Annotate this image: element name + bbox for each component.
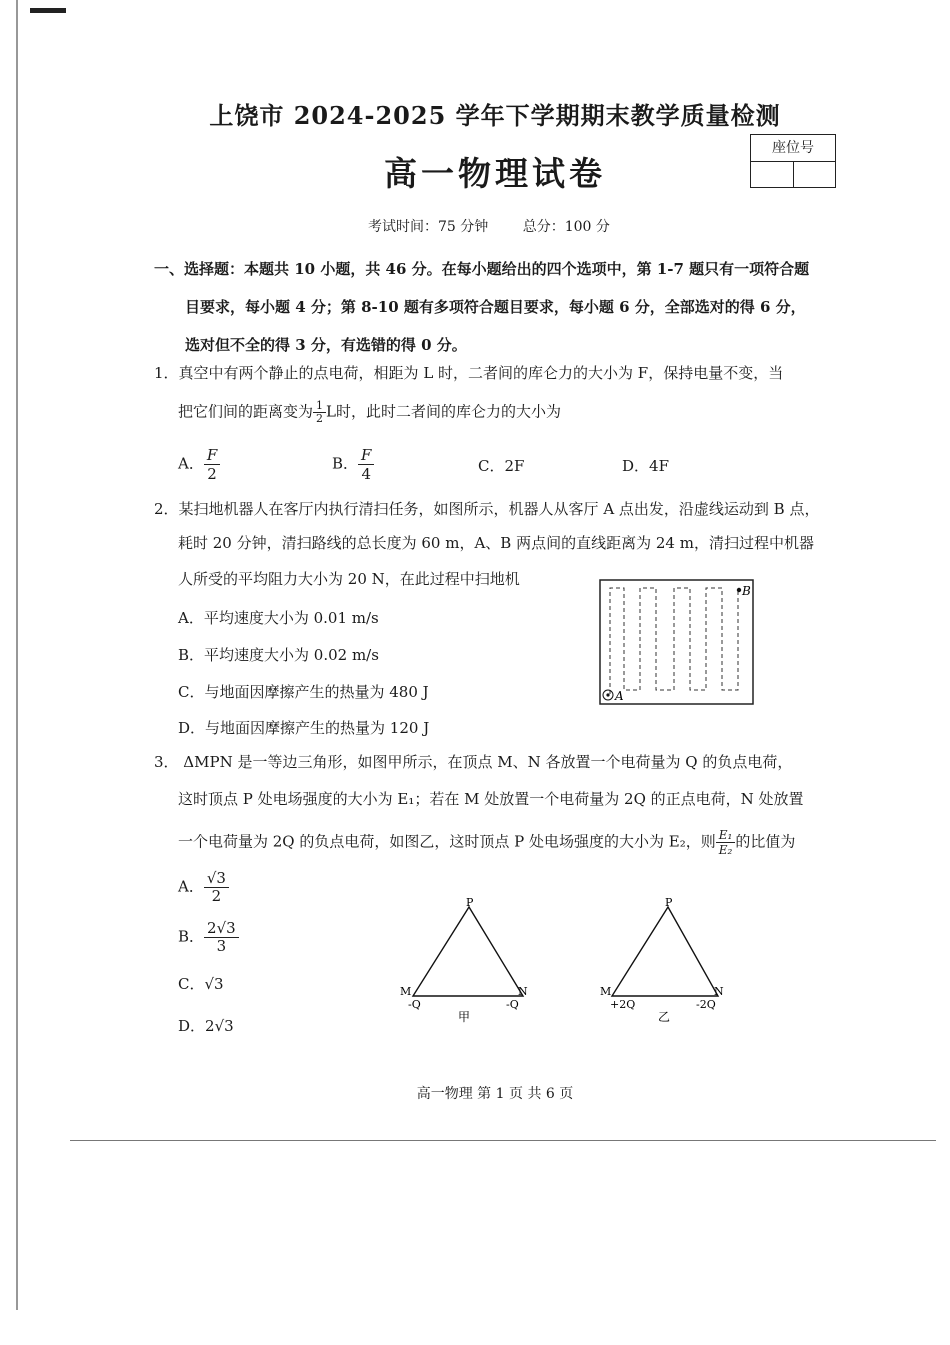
point-b-label: B [742, 584, 751, 598]
page-footer: 高一物理 第 1 页 共 6 页 [416, 1086, 574, 1102]
q2-option-d[interactable]: D．与地面因摩擦产生的热量为 120 J [178, 719, 430, 737]
exam-time: 考试时间：75 分钟 [368, 219, 489, 235]
charge-n-label: -2Q [696, 998, 716, 1011]
section-line: 选对但不全的得 3 分，有选错的得 0 分。 [185, 336, 467, 354]
q2-line3: 人所受的平均阻力大小为 20 N，在此过程中扫地机 [178, 570, 520, 588]
charge-m-label: -Q [408, 998, 421, 1011]
q1-text: 把它们间的距离变为 [178, 402, 314, 421]
triangle-figure-yi [596, 895, 746, 1030]
charge-n-label: -Q [506, 998, 519, 1011]
q3-option-a[interactable]: A． $\frac{√3}{2}$ [178, 870, 229, 905]
q3-option-d[interactable]: D．2√3 [178, 1017, 234, 1035]
triangle-mpn [413, 907, 523, 996]
q3-line1: 3． ΔMPN 是一等边三角形，如图甲所示，在顶点 M、N 各放置一个电荷量为 Q 的负点电荷， [154, 753, 793, 771]
seat-cell [751, 162, 794, 188]
section-instructions [154, 250, 844, 364]
seat-number-label: 座位号 [751, 135, 835, 162]
q1-line2 [178, 400, 561, 425]
q2-option-a[interactable]: A．平均速度大小为 0.01 m/s [178, 609, 379, 627]
point-b-dot [737, 588, 741, 592]
figure-caption: 乙 [658, 1010, 671, 1024]
q1-line1: 1．真空中有两个静止的点电荷，相距为 L 时，二者间的库仑力的大小为 F，保持电量不变，当 [154, 364, 784, 382]
section-line: 目要求，每小题 4 分；第 8-10 题有多项符合题目要求，每小题 6 分，全部选对的得 6 分， [185, 298, 806, 316]
charge-m-label: +2Q [610, 998, 636, 1011]
page-divider [70, 1140, 936, 1141]
scan-mark [30, 8, 66, 13]
school-title: 上饶市 2024-2025 学年下学期期末教学质量检测 [209, 101, 781, 130]
figure-caption: 甲 [458, 1010, 471, 1024]
q1-fraction: $\frac{1}{2}$ [313, 400, 326, 425]
q1-text: L时，此时二者间的库仑力的大小为 [326, 402, 561, 421]
triangle-figure-jia [396, 895, 546, 1030]
q2-option-c[interactable]: C．与地面因摩擦产生的热量为 480 J [178, 683, 429, 701]
vertex-n-label: N [518, 985, 528, 998]
q3-line3: 一个电荷量为 2Q 的负点电荷，如图乙，这时顶点 P 处电场强度的大小为 E₂，则 $\frac{\text{E₁}}{\text{E₂}}$ 的比值为 [178, 828, 796, 857]
robot-path-diagram [598, 578, 758, 708]
q1-option-b[interactable]: B． $\frac{F}{4}$ [332, 446, 374, 483]
q1-option-c[interactable]: C．2F [478, 457, 525, 475]
vertex-n-label: N [714, 985, 724, 998]
q3-line2: 这时顶点 P 处电场强度的大小为 E₁；若在 M 处放置一个电荷量为 2Q 的正点电荷，N 处放置 [178, 790, 804, 808]
vertex-m-label: M [400, 985, 412, 998]
seat-cell [794, 162, 836, 188]
q3-option-b[interactable]: B． $\frac{2√3}{3}$ [178, 920, 239, 955]
triangle-mpn [612, 907, 718, 996]
exam-score: 总分：100 分 [522, 219, 610, 235]
q2-line2: 耗时 20 分钟，清扫路线的总长度为 60 m，A、B 两点间的直线距离为 24 m，清扫过程中机器 [178, 534, 814, 552]
exam-info [368, 216, 640, 236]
room-outline [600, 580, 753, 704]
q1-option-a[interactable]: A． $\frac{F}{2}$ [178, 446, 220, 483]
vertex-p-label: P [665, 896, 673, 909]
cleaning-path [610, 588, 738, 694]
section-line: 一、选择题：本题共 10 小题，共 46 分。在每小题给出的四个选项中，第 1-7 题只有一项符合题 [154, 260, 810, 278]
q3-option-c[interactable]: C．√3 [178, 975, 224, 993]
vertex-m-label: M [600, 985, 612, 998]
q2-option-b[interactable]: B．平均速度大小为 0.02 m/s [178, 646, 379, 664]
vertex-p-label: P [466, 896, 474, 909]
scan-edge [16, 0, 18, 1310]
q1-option-d[interactable]: D．4F [622, 457, 669, 475]
point-a-label: A [615, 689, 624, 703]
seat-number-box [750, 134, 836, 188]
paper-title: 高一物理试卷 [384, 154, 606, 193]
q2-line1: 2．某扫地机器人在客厅内执行清扫任务，如图所示，机器人从客厅 A 点出发，沿虚线运动到 B 点， [154, 500, 820, 518]
